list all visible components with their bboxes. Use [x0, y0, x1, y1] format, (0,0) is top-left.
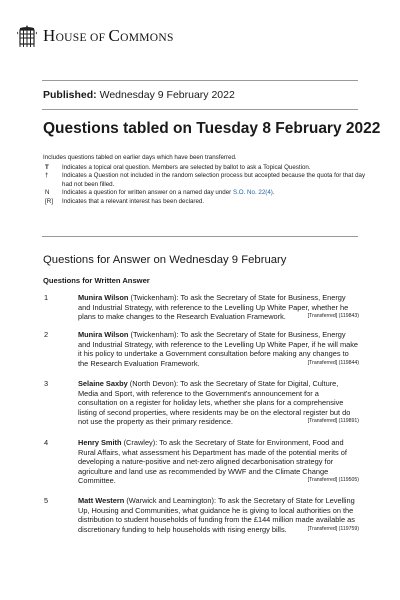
top-divider	[42, 80, 358, 81]
question-item	[43, 379, 359, 427]
wordmark-h: H	[43, 26, 56, 45]
portcullis-icon	[17, 24, 37, 48]
question-text: To ask the Secretary of State for Environment, Food and Rural Affairs, what assessment his Department has made of the potential merits of developing a nature-positive and net-zero aligned decarbonisation strategy for agriculture and land use as recommended by WWF and the Climate Change Committee.	[78, 438, 347, 486]
question-number: 4	[44, 438, 49, 447]
question-number: 2	[44, 330, 49, 339]
legend-text: Indicates that a relevant interest has been declared.	[62, 197, 205, 205]
member-name: Munira Wilson	[78, 293, 129, 302]
constituency: (Warwick and Leamington):	[124, 496, 218, 505]
standing-order-link[interactable]: S.O. No. 22(4)	[232, 189, 273, 197]
constituency: (Twickenham):	[128, 330, 181, 339]
question-number: 3	[44, 379, 49, 388]
legend-item	[43, 198, 373, 207]
legend-item	[43, 164, 373, 173]
legend-text: Indicates a Question not included in the random selection process but accepted because the quota for that day had not been filled.	[62, 172, 366, 188]
question-text: To ask the Secretary of State for Business, Energy and Industrial Strategy, with reference to the Levelling Up White Paper, whether he plans to make changes to the Research Evaluation Framework.	[78, 293, 349, 322]
question-text: To ask the Secretary of State for Levelling Up, Housing and Communities, what guidance he is giving to local authorities on the distribution to student households of funding from the £144 million made available as discretionary funding to help households with rising energy bills.	[78, 496, 355, 534]
topical-symbol: T	[45, 163, 49, 171]
member-name: Selaine Saxby	[78, 379, 128, 388]
legend-item	[43, 189, 373, 198]
house-of-commons-header	[17, 23, 174, 49]
legend-item	[43, 172, 373, 189]
member-name: Henry Smith	[78, 438, 122, 447]
member-name: Munira Wilson	[78, 330, 129, 339]
section-divider	[42, 236, 358, 237]
legend-intro: Includes questions tabled on earlier days which have been transferred.	[43, 154, 237, 161]
question-reference: [Transferred] (119843)	[307, 313, 359, 320]
legend-text: Indicates a topical oral question. Members are selected by ballot to ask a Topical Question.	[62, 163, 311, 171]
published-line	[43, 89, 235, 101]
question-item	[43, 496, 359, 534]
page-title: Questions tabled on Tuesday 8 February 2022	[43, 120, 381, 137]
question-text: To ask the Secretary of State for Business, Energy and Industrial Strategy, with reference to the Levelling Up White Paper, if he will make it his policy to undertake a Government consultation before making any changes to the Research Evaluation Framework.	[78, 330, 359, 368]
wordmark-c: C	[108, 26, 121, 45]
question-item	[43, 330, 359, 368]
legend-text-part: Indicates a question for written answer on a named day under	[62, 189, 233, 197]
published-label: Published:	[43, 89, 97, 101]
dagger-symbol: †	[45, 172, 49, 180]
relevant-interest-symbol: [R]	[45, 197, 53, 205]
question-item	[43, 293, 359, 322]
named-day-symbol: N	[45, 189, 50, 197]
wordmark-ommons: OMMONS	[120, 32, 174, 44]
legend-text-end: .	[272, 189, 275, 197]
question-reference: [Transferred] (119891)	[307, 418, 359, 425]
question-reference: [Transferred] (119505)	[307, 477, 359, 484]
legend-text	[62, 189, 373, 198]
constituency: (Crawley):	[121, 438, 160, 447]
published-divider	[42, 109, 358, 110]
question-reference: [Transferred] (119759)	[307, 525, 359, 532]
question-text: To ask the Secretary of State for Digital, Culture, Media and Sport, with reference to the Government's announcement for a consultation on a register for holiday lets, whether she plans for a comprehensive listing of second properties, where residents may be on the electoral register but do not use the property as their primary residence.	[78, 379, 351, 427]
question-number: 1	[44, 293, 49, 302]
sub-heading: Questions for Written Answer	[43, 276, 150, 285]
constituency: (Twickenham):	[128, 293, 181, 302]
wordmark-ouse-of: OUSE OF	[55, 32, 109, 44]
member-name: Matt Western	[78, 496, 125, 505]
house-of-commons-wordmark	[43, 26, 174, 46]
question-body	[78, 438, 359, 486]
question-body	[78, 330, 359, 368]
question-body	[78, 496, 359, 534]
question-body	[78, 293, 359, 322]
question-body	[78, 379, 359, 427]
section-heading: Questions for Answer on Wednesday 9 February	[43, 254, 287, 266]
question-item	[43, 438, 359, 486]
legend	[43, 154, 373, 207]
constituency: (North Devon):	[127, 379, 181, 388]
published-date: Wednesday 9 February 2022	[99, 89, 235, 101]
question-number: 5	[44, 496, 49, 505]
question-reference: [Transferred] (119844)	[307, 359, 359, 366]
